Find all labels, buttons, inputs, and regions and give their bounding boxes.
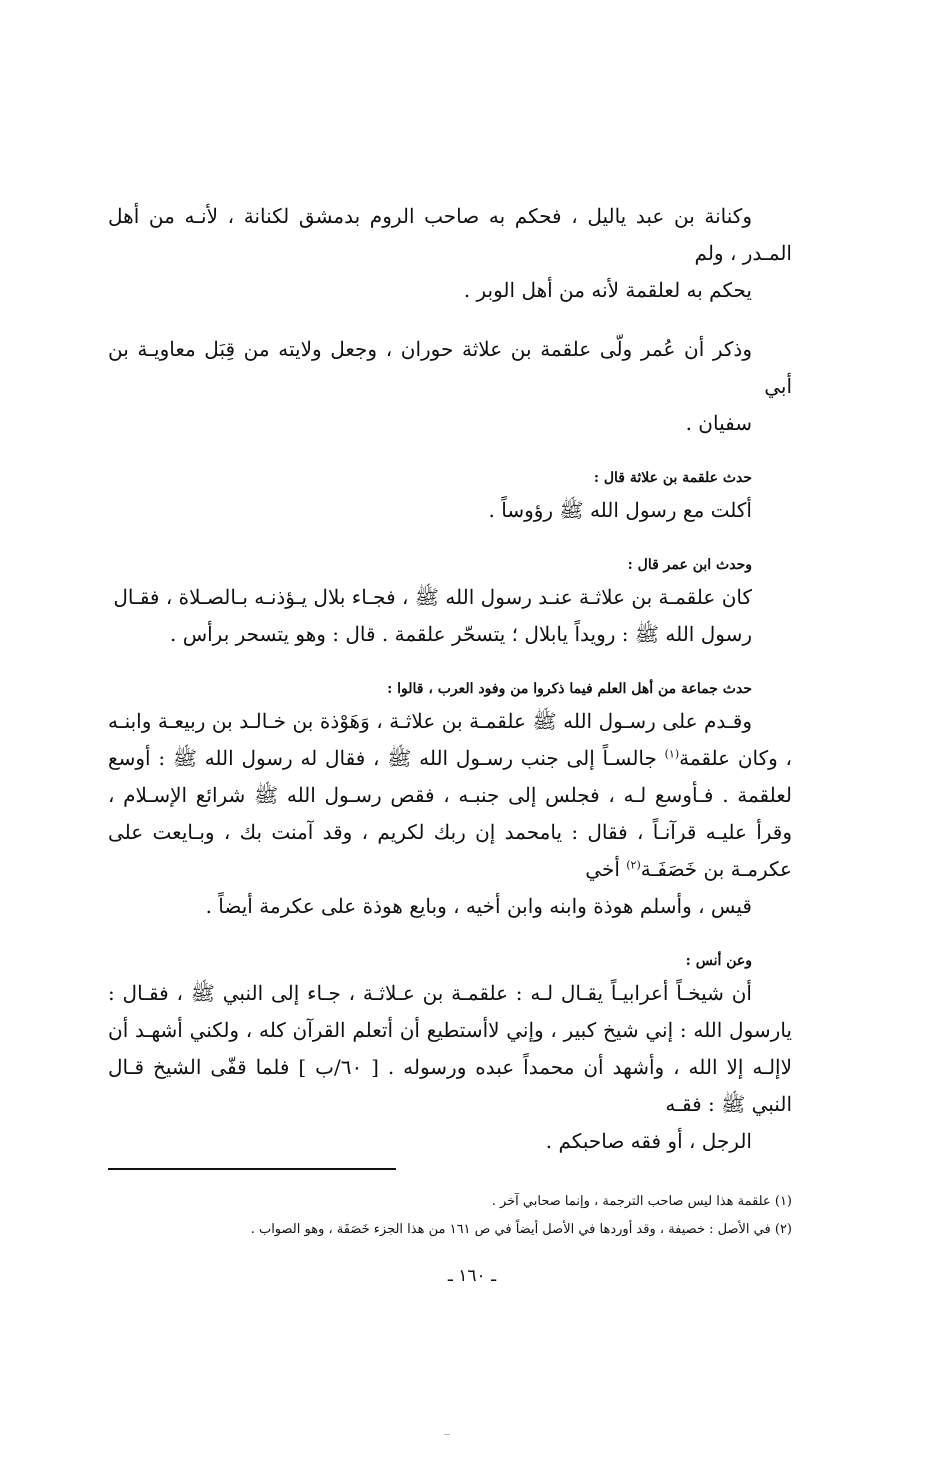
- paragraph-1-line: وكنانة بن عبد ياليل ، فحكم به صاحب الروم بدمشق لكنانة ، لأنـه من أهل المـدر ، ولم: [108, 204, 792, 265]
- paragraph-2-last-line: سفيان .: [685, 411, 752, 435]
- paragraph-5-line-4a: فقال : يامحمد إن ربك لكريم ، وقد آمنت بك ، وبـايعت على عكرمـة بن خَصَفَـة: [108, 820, 792, 881]
- footnote-ref-2[interactable]: (٢): [626, 858, 641, 872]
- paragraph-5-line-2a: وكان علقمة: [679, 746, 778, 770]
- section-heading-3: حدث جماعة من أهل العلم فيما ذكروا من وفود العرب ، قالوا :: [387, 681, 752, 697]
- paragraph-4-last-line: رسول الله ﷺ : رويداً يابلال ؛ يتسحّر علقمة . قال : وهو يتسحر برأس .: [169, 622, 752, 646]
- paragraph-5-line-3: فـأوسع لـه ، فجلس إلى جنبـه ، فقص رسـول الله ﷺ شرائع الإسـلام ، وقرأ عليـه قرآنـاً ،: [108, 783, 793, 844]
- paragraph-4-line: كان علقمـة بن علاثـة عنـد رسول الله ﷺ ، فجـاء بلال يـؤذنـه بـالصـلاة ، فقـال: [113, 585, 752, 609]
- paragraph-5-line-4b: أخي: [585, 857, 627, 881]
- paragraph-5: [108, 703, 792, 925]
- paragraph-6-line-2: يارسول الله : إني شيخ كبير ، وإني لاأستطيع أن أتعلم القرآن كله ، ولكني أشهـد أن لاإلـه: [108, 1018, 792, 1079]
- section-heading-1: حدث علقمة بن علاثة قال :: [593, 470, 752, 486]
- paragraph-5-line-1: وقـدم على رسـول الله ﷺ علقمـة بن علاثـة ، وَهَوْذة بن خـالـد بن ربيعـة وابنـه ،: [108, 709, 792, 770]
- paragraph-6-line-3: إلا الله ، وأشهد أن محمداً عبده ورسوله . [ ٦٠/ب ] فلما قفّى الشيخ قـال النبي ﷺ : فقـه: [108, 1055, 792, 1116]
- paragraph-3: أكلت مع رسول الله ﷺ رؤوساً .: [488, 498, 752, 522]
- footnote-2: (٢) في الأصل : خصيفة ، وقد أوردها في الأصل أيضاً في ص ١٦١ من هذا الجزء خَصَفَة ، وهو الصواب .: [250, 1222, 792, 1237]
- section-heading-2: وحدث ابن عمر قال :: [627, 557, 752, 573]
- section-heading-4: وعن أنس :: [685, 953, 752, 969]
- paragraph-2: [108, 331, 792, 442]
- paragraph-6-last-line: الرجل ، أو فقه صاحبكم .: [545, 1129, 752, 1153]
- paragraph-1-last-line: يحكم به لعلقمة لأنه من أهل الوبر .: [463, 278, 752, 302]
- scan-speck: [444, 1434, 450, 1435]
- footnote-1: (١) علقمة هذا ليس صاحب الترجمة ، وإنما صحابي آخر .: [491, 1194, 792, 1209]
- paragraph-5-last-line: قيس ، وأسلم هوذة وابنه وابن أخيه ، وبايع هوذة على عكرمة أيضاً .: [205, 894, 752, 918]
- paragraph-6: [108, 975, 792, 1160]
- paragraph-4: [108, 579, 792, 653]
- footnotes: [108, 1168, 792, 1244]
- footnote-ref-1[interactable]: (١): [664, 747, 680, 761]
- paragraph-2-line: وذكر أن عُمر ولّى علقمة بن علاثة حوران ، وجعل ولايته من قِبَل معاويـة بن أبي: [108, 337, 792, 398]
- page-body: [108, 198, 792, 1160]
- paragraph-5-line-2b: جالسـاً إلى جنب رسـول الله ﷺ ، فقال له رسول الله ﷺ : أوسع لعلقمة .: [108, 746, 793, 807]
- paragraph-6-line-1: أن شيخـاً أعرابيـاً يقـال لـه : علقمـة بن عـلاثـة ، جـاء إلى النبي ﷺ ، فقـال :: [108, 981, 752, 1005]
- page-number: ـ ١٦٠ ـ: [447, 1266, 497, 1286]
- paragraph-1: [108, 198, 792, 309]
- footnote-divider: [108, 1168, 396, 1170]
